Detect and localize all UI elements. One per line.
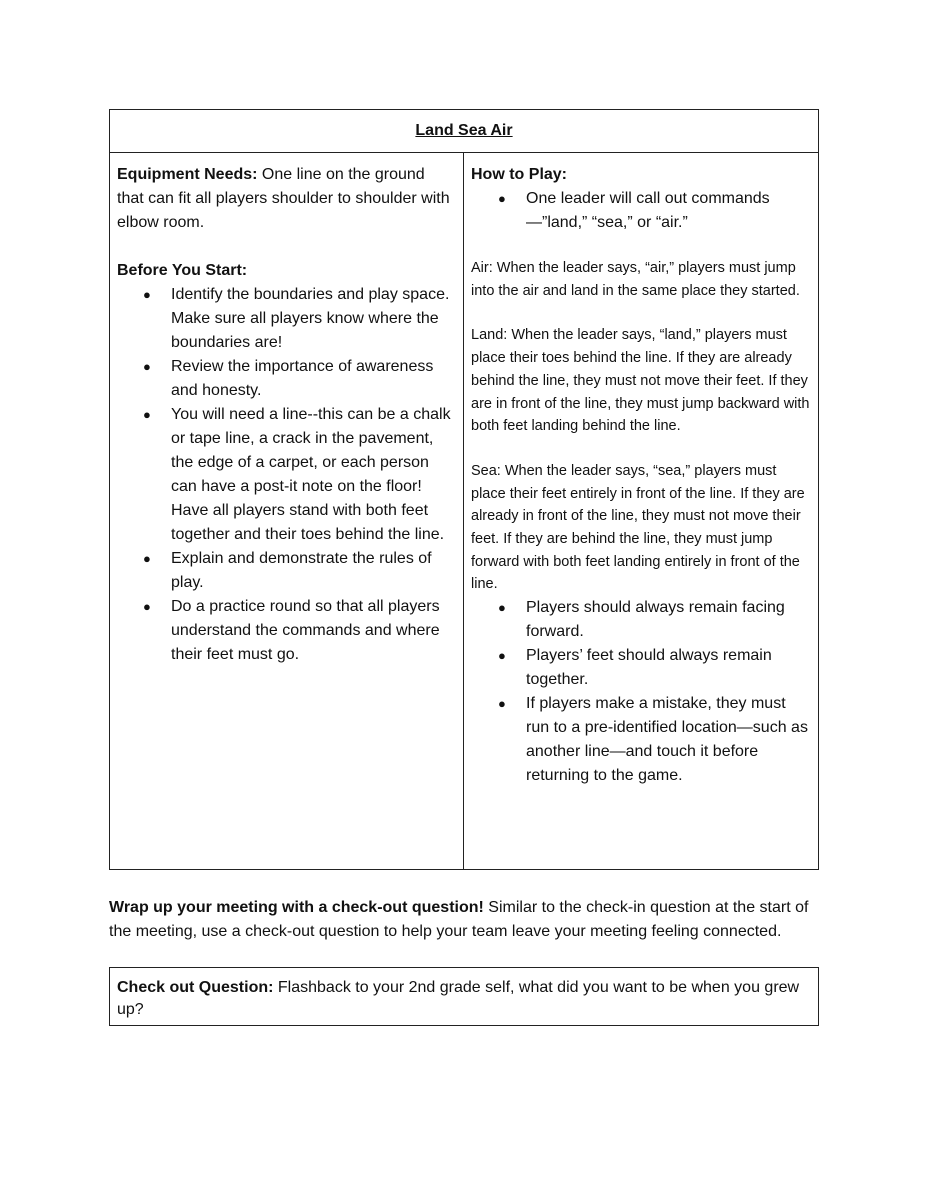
left-column [110,153,464,869]
rules-list [471,596,810,788]
game-table [109,109,819,870]
list-item: ● Players’ feet should always remain together. [471,644,810,692]
equipment-text: One line on the ground that can fit all players shoulder to shoulder with elbow room. [117,166,450,231]
equipment-needs [117,163,455,235]
checkout-text: Flashback to your 2nd grade self, what did you want to be when you grew up? [117,979,800,1018]
list-item: ● If players make a mistake, they must run to a pre-identified location—such as another line—and touch it before returning to the game. [471,692,810,788]
right-column [464,153,818,869]
game-title: Land Sea Air [415,122,513,139]
equipment-label: Equipment Needs: [117,166,258,183]
list-item: ● You will need a line--this can be a chalk or tape line, a crack in the pavement, the edge of a carpet, or each person can have a post-it note on the floor! Have all players stand with both feet together and their toes behind the line. [117,403,455,547]
checkout-question-box [109,967,819,1026]
list-item: ● Review the importance of awareness and honesty. [117,355,455,403]
list-item: ● One leader will call out commands—”land,” “sea,” or “air.” [471,187,810,235]
list-item: ● Do a practice round so that all players understand the commands and where their feet must go. [117,595,455,667]
before-start-label: Before You Start: [117,262,248,279]
wrap-up-bold: Wrap up your meeting with a check-out question! [109,899,484,916]
wrap-up-text: Similar to the check-in question at the start of the meeting, use a check-out question to help your team leave your meeting feeling connected. [109,899,809,940]
game-title-row [110,110,818,153]
how-to-play-list [471,187,810,235]
wrap-up-paragraph [109,896,821,944]
list-item: ● Players should always remain facing forward. [471,596,810,644]
how-to-play-label: How to Play: [471,166,568,183]
air-rule: Air: When the leader says, “air,” players must jump into the air and land in the same place they started. [471,260,800,299]
before-start-list [117,283,455,667]
checkout-label: Check out Question: [117,979,274,996]
sea-rule: Sea: When the leader says, “sea,” players must place their feet entirely in front of the line. If they are already in front of the line, they must not move their feet. If they are behind the line, they must jump forward with both feet landing entirely in front of the line. [471,462,805,593]
list-item: ● Explain and demonstrate the rules of play. [117,547,455,595]
list-item: ● Identify the boundaries and play space. Make sure all players know where the boundaries are! [117,283,455,355]
land-rule: Land: When the leader says, “land,” players must place their toes behind the line. If they are already behind the line, they must not move their feet. If they are in front of the line, they must jump backward with both feet landing behind the line. [471,327,810,435]
